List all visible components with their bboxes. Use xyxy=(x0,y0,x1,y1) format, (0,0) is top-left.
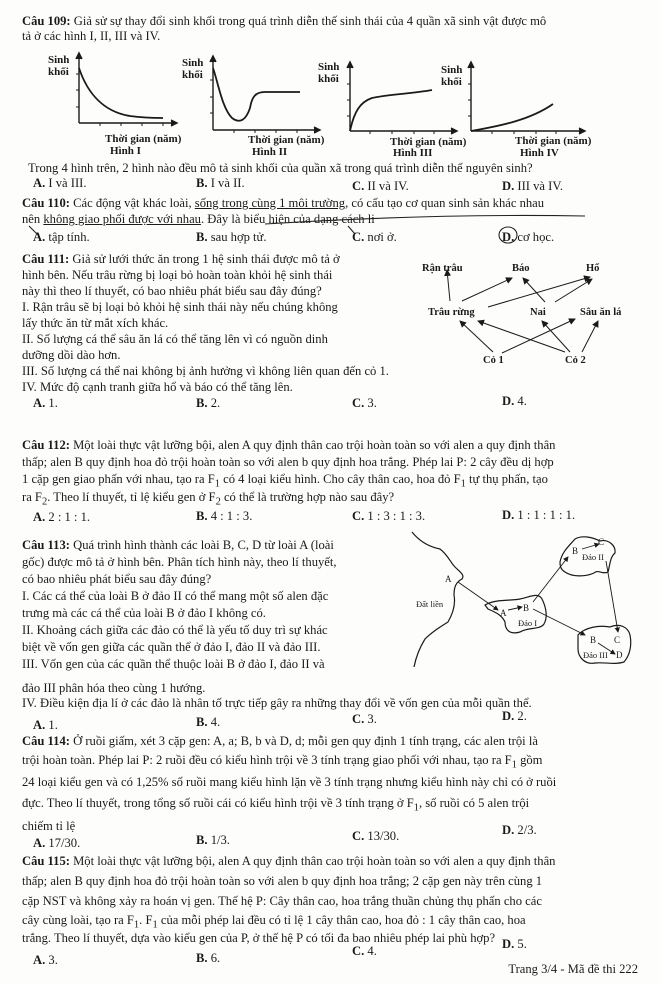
label-island2: Đảo II xyxy=(582,552,604,562)
graph-4 xyxy=(468,62,585,134)
label-c-island2: C xyxy=(598,537,605,547)
page-footer: Trang 3/4 - Mã đề thi 222 xyxy=(508,962,638,976)
q115-option-b[interactable]: B. 6. xyxy=(196,951,221,965)
q109-option-d[interactable]: D. III và IV. xyxy=(502,179,563,193)
node-trau-rung: Trâu rừng xyxy=(428,307,475,318)
q112-line1: Câu 112: Một loài thực vật lưỡng bội, alen A quy định thân cao trội hoàn toàn so với alen a quy định thân xyxy=(22,438,556,452)
q114-option-c[interactable]: C. 13/30. xyxy=(352,829,400,843)
q111-statement-3: III. Số lượng cá thể nai không bị ảnh hưởng vì không liên quan đến cỏ 1. xyxy=(22,364,389,378)
label-mainland: Đất liền xyxy=(416,599,444,609)
q113-statement-1b: trưng mà các cá thể của loài B ở đảo I không có. xyxy=(22,606,266,620)
graph-2-caption: Hình II xyxy=(252,146,288,158)
food-web-diagram xyxy=(420,255,655,365)
q114-line1: Câu 114: Ở ruồi giấm, xét 3 cặp gen: A, a; B, b và D, d; mỗi gen quy định 1 tính trạng, các alen trội là xyxy=(22,734,538,748)
q113-statement-1a: I. Các cá thể của loài B ở đảo II có thể mang một số alen đặc xyxy=(22,589,329,603)
graph-1 xyxy=(76,53,177,126)
node-bao: Báo xyxy=(512,263,530,274)
q109-graphs xyxy=(0,50,660,158)
graph-1-xlabel: Thời gian (năm) xyxy=(105,133,182,145)
node-co-1: Cỏ 1 xyxy=(483,355,504,365)
q109-text1: Giả sử sự thay đổi sinh khối trong quá trình diễn thế sinh thái của 4 quần xã sinh vật được mô xyxy=(73,14,547,28)
q115-option-a[interactable]: A. 3. xyxy=(33,953,58,967)
island-map-diagram xyxy=(410,527,655,677)
graph-3-ylabel1: Sinh xyxy=(318,61,340,73)
q114-line3: 24 loại kiểu gen và có 1,25% số ruồi mang kiểu hình lặn về 3 tính trạng nhưng kiểu hình này chỉ có ở ruồi xyxy=(22,775,557,789)
q110-option-d[interactable]: D. cơ học. xyxy=(502,230,555,244)
handwritten-marks xyxy=(0,190,660,260)
graph-4-xlabel: Thời gian (năm) xyxy=(515,135,592,147)
graph-4-ylabel1: Sinh xyxy=(441,64,463,76)
q111-statement-1a: I. Rận trâu sẽ bị loại bỏ khỏi hệ sinh thái này nếu chúng không xyxy=(22,300,338,314)
node-nai: Nai xyxy=(530,307,546,318)
graph-3-caption: Hình III xyxy=(393,147,433,158)
label-island1: Đảo I xyxy=(518,618,538,628)
q112-line2: thấp; alen B quy định hoa đỏ trội hoàn toàn so với alen b quy định hoa trắng. Phép lai P: 2 cây đều dị hợp xyxy=(22,455,554,469)
q114-option-b[interactable]: B. 1/3. xyxy=(196,833,230,847)
node-sau-an-la: Sâu ăn lá xyxy=(580,307,622,318)
graph-2-ylabel1: Sinh xyxy=(182,57,204,69)
q113-statement-3a: III. Vốn gen của các quần thể thuộc loài B ở đảo I, đảo II và xyxy=(22,657,325,671)
q113-statement-4: IV. Điều kiện địa lí ở các đảo là nhân tố trực tiếp gây ra những thay đổi về vốn gen của mỗi quần thể. xyxy=(22,696,532,710)
q111-statement-1b: lấy thức ăn từ mắt xích khác. xyxy=(22,316,169,330)
q110-line2: nên không giao phối được với nhau. Đây là biểu hiện của dạng cách li xyxy=(22,212,375,226)
label-a-mainland: A xyxy=(445,574,452,584)
q109-line2: tả ở các hình I, II, III và IV. xyxy=(22,29,161,43)
q115-option-c[interactable]: C. 4. xyxy=(352,944,377,958)
graph-1-ylabel2: khối xyxy=(48,66,69,78)
q113-option-c[interactable]: C. 3. xyxy=(352,712,377,726)
q111-line2: hình bên. Nếu trâu rừng bị loại bỏ hoàn toàn khỏi hệ sinh thái xyxy=(22,268,333,282)
q111-option-d[interactable]: D. 4. xyxy=(502,394,527,408)
q111-line3: này thì theo lí thuyết, có bao nhiêu phát biểu sau đây đúng? xyxy=(22,284,322,298)
graph-3-curve xyxy=(350,90,432,131)
q114-line4: đực. Theo lí thuyết, trong tổng số ruồi cái có kiểu hình trội về 3 tính trạng ở $F_1$, số ruồi có 5 alen trội xyxy=(22,796,530,814)
q110-option-b[interactable]: B. sau hợp tử. xyxy=(196,230,267,244)
q111-statement-2b: dưỡng dồi dào hơn. xyxy=(22,348,121,362)
q115-line2: thấp; alen B quy định hoa đỏ trội hoàn toàn so với alen b quy định hoa trắng; 2 cặp gen này trên cùng 1 xyxy=(22,874,543,888)
label-a-island1: A xyxy=(500,608,507,618)
q110-underlined-text: sống trong cùng 1 môi trường xyxy=(194,196,346,210)
label-island3: Đảo III xyxy=(583,650,608,660)
q113-option-d[interactable]: D. 2. xyxy=(502,709,527,723)
node-co-2: Cỏ 2 xyxy=(565,355,586,365)
q113-option-a[interactable]: A. 1. xyxy=(33,718,58,732)
q112-line3: 1 cặp gen giao phấn với nhau, tạo ra $F_1$ có 4 loại kiểu hình. Cho cây thân cao, hoa đỏ $F_1$ tự thụ phấn, tạo xyxy=(22,472,548,490)
q115-option-d[interactable]: D. 5. xyxy=(502,937,527,951)
q110-label: Câu 110: xyxy=(22,196,70,210)
q115-line3: cặp NST và không xảy ra hoán vị gen. Thế hệ P: Cây thân cao, hoa trắng thuần chủng thụ phấn cho các xyxy=(22,894,542,908)
node-ho: Hổ xyxy=(586,263,600,274)
q111-option-b[interactable]: B. 2. xyxy=(196,396,221,410)
q111-option-a[interactable]: A. 1. xyxy=(33,396,58,410)
q110-option-c[interactable]: C. nơi ở. xyxy=(352,230,397,244)
q113-statement-2a: II. Khoảng cách giữa các đảo có thể là yếu tố duy trì sự khác xyxy=(22,623,328,637)
q111-line1: Câu 111: Giả sử lưới thức ăn trong 1 hệ sinh thái được mô tả ở xyxy=(22,252,340,266)
q110-underlined-text-2: không giao phối được với nhau xyxy=(43,212,201,226)
node-ran-trau: Rận trâu xyxy=(422,263,463,274)
graph-3-xlabel: Thời gian (năm) xyxy=(390,136,467,148)
q109-option-c[interactable]: C. II và IV. xyxy=(352,179,409,193)
q113-line3: có bao nhiêu phát biểu sau đây đúng? xyxy=(22,572,212,586)
q115-line4: cây cùng loài, tạo ra $F_1$. $F_1$ của mỗi phép lai đều có tỉ lệ 1 cây thân cao, hoa đỏ : 1 cây thân cao, hoa xyxy=(22,913,526,931)
label-b-island3: B xyxy=(590,635,597,645)
q114-option-d[interactable]: D. 2/3. xyxy=(502,823,537,837)
q113-option-b[interactable]: B. 4. xyxy=(196,715,221,729)
label-b-island1: B xyxy=(523,603,530,613)
q110-option-a[interactable]: A. tập tính. xyxy=(33,230,90,244)
graph-2-ylabel2: khối xyxy=(182,69,203,81)
q113-line1: Câu 113: Quá trình hình thành các loài B, C, D từ loài A (loài xyxy=(22,538,334,552)
q109-option-a[interactable]: A. I và III. xyxy=(33,176,87,190)
graph-3-ylabel2: khối xyxy=(318,73,339,85)
q114-line5: chiếm tỉ lệ xyxy=(22,819,76,833)
q109-line1 xyxy=(22,14,546,29)
q114-option-a[interactable]: A. 17/30. xyxy=(33,836,81,850)
q113-statement-3b: đảo III phân hóa theo cùng 1 hướng. xyxy=(22,681,206,695)
graph-2-curve xyxy=(213,68,300,121)
q112-option-c[interactable]: C. 1 : 3 : 1 : 3. xyxy=(352,509,426,523)
q109-option-b[interactable]: B. I và II. xyxy=(196,176,245,190)
q115-line1: Câu 115: Một loài thực vật lưỡng bội, alen A quy định thân cao trội hoàn toàn so với alen a quy định thân xyxy=(22,854,556,868)
label-d-island3: D xyxy=(616,650,623,660)
label-c-island3: C xyxy=(614,635,621,645)
q112-option-d[interactable]: D. 1 : 1 : 1 : 1. xyxy=(502,508,576,522)
q112-line4: ra $F_2$. Theo lí thuyết, tỉ lệ kiểu gen ở $F_2$ có thể là trường hợp nào sau đây? xyxy=(22,490,395,508)
q113-line2: gốc) được mô tả ở hình bên. Phân tích hình này, theo lí thuyết, xyxy=(22,555,337,569)
q114-line2: trội hoàn toàn. Phép lai P: 2 ruồi đều có kiểu hình trội về 3 tính trạng giao phối với nhau, tạo ra $F_1$ gồm xyxy=(22,753,543,771)
graph-4-ylabel2: khối xyxy=(441,76,462,88)
q111-statement-2a: II. Số lượng cá thể sâu ăn lá có thể tăng lên vì có nguồn dinh xyxy=(22,332,328,346)
graph-1-caption: Hình I xyxy=(110,145,141,157)
q111-option-c[interactable]: C. 3. xyxy=(352,396,377,410)
q112-option-a[interactable]: A. 2 : 1 : 1. xyxy=(33,510,91,524)
graph-4-curve xyxy=(471,104,553,131)
q109-question: Trong 4 hình trên, 2 hình nào đều mô tả sinh khối của quần xã trong quá trình diễn thế nguyên sinh? xyxy=(28,161,533,175)
label-b-island2: B xyxy=(572,546,579,556)
q110-line1: Câu 110: Các động vật khác loài, sống trong cùng 1 môi trường, có cấu tạo cơ quan sinh sản khác nhau xyxy=(22,196,545,210)
graph-2-xlabel: Thời gian (năm) xyxy=(248,134,325,146)
q115-line5: trắng. Theo lí thuyết, dựa vào kiểu gen của P, ở thế hệ P có tối đa bao nhiêu phép lai phù hợp? xyxy=(22,931,496,945)
q112-option-b[interactable]: B. 4 : 1 : 3. xyxy=(196,509,253,523)
graph-1-ylabel1: Sinh xyxy=(48,54,70,66)
graph-2 xyxy=(210,56,320,133)
graph-4-caption: Hình IV xyxy=(520,147,559,158)
q113-statement-2b: biệt về vốn gen giữa các quần thể ở đảo I, đảo II và đảo III. xyxy=(22,640,321,654)
q109-label: Câu 109: xyxy=(22,14,71,28)
graph-1-curve xyxy=(79,68,163,118)
q111-statement-4: IV. Mức độ cạnh tranh giữa hổ và báo có thể tăng lên. xyxy=(22,380,293,394)
